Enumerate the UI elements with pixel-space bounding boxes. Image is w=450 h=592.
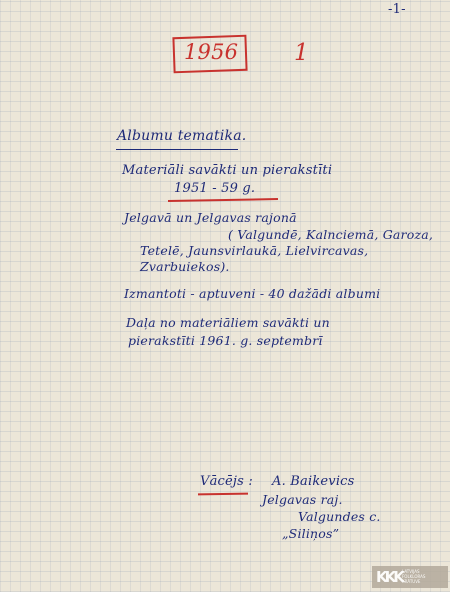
years-underline xyxy=(168,198,278,202)
place-line-3: Tetelē, Jaunsvirlaukā, Lielvircavas, xyxy=(140,243,369,258)
collector-address-line-2: Valgundes c. xyxy=(298,509,381,524)
albums-line: Izmantoti - aptuveni - 40 dažādi albumi xyxy=(124,286,381,301)
archive-logo-mark: KKK xyxy=(376,568,402,586)
collector-label-underline xyxy=(198,493,248,496)
archive-logo-text: LATVIJAS FOLKLORAS KRĀTUVE xyxy=(402,569,426,584)
collector-name: A. Baikevics xyxy=(272,474,355,489)
collector-address-line-1: Jelgavas raj. xyxy=(262,492,343,507)
page-number: -1- xyxy=(388,2,406,17)
place-line-2: ( Valgundē, Kalnciemā, Garoza, xyxy=(228,227,434,242)
document-title: Albumu tematika. xyxy=(117,128,247,144)
collector-label: Vācējs : xyxy=(200,474,253,489)
place-line-1: Jelgavā un Jelgavas rajonā xyxy=(124,210,297,225)
collector-address-line-3: „Siliņos” xyxy=(282,526,340,541)
record-number: 1 xyxy=(294,40,309,66)
title-underline xyxy=(116,149,238,150)
part-line-2: pierakstīti 1961. g. septembrī xyxy=(128,333,323,348)
collected-intro-line: Materiāli savākti un pierakstīti xyxy=(122,163,333,178)
year-stamp: 1956 xyxy=(184,40,239,64)
archive-logo xyxy=(372,566,448,588)
part-line-1: Daļa no materiāliem savākti un xyxy=(126,315,330,330)
collected-years-line: 1951 - 59 g. xyxy=(174,181,256,196)
place-line-4: Zvarbuiekos). xyxy=(140,259,230,274)
